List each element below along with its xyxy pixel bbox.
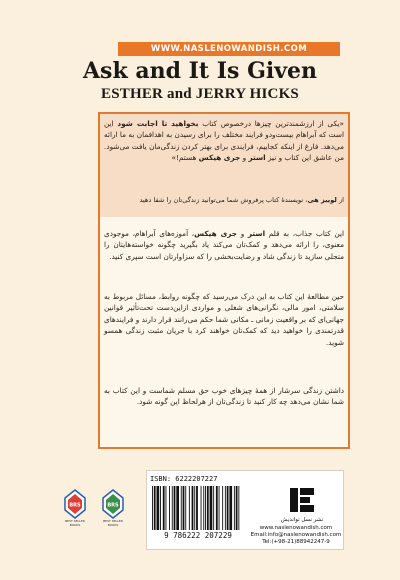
badge-caption: BEST SELLER BOOKS xyxy=(65,519,85,527)
book-authors: ESTHER and JERRY HICKS xyxy=(101,86,299,102)
publisher-logo-icon xyxy=(287,485,317,515)
publisher-email: Email:info@naslenowandish.com xyxy=(250,532,342,538)
blurb-paragraph-3: داشتن زندگی سرشار از همهٔ چیزهای خوب حق مسلم شماست و این کتاب به شما نشان می‌دهد چه کار کنید تا زندگی‌تان از هرلحاظ این گونه شود. xyxy=(104,386,344,407)
bestseller-badge-icon xyxy=(64,489,86,519)
barcode-number: 9 786222 207229 xyxy=(164,531,232,540)
svg-text:BRS: BRS xyxy=(107,502,119,509)
website-banner: WWW.NASLENOWANDISH.COM xyxy=(118,42,340,56)
quote-signature: از لوییز هی، نویسندهٔ کتاب پرفروش شما می‌توانید زندگی‌تان را شفا دهید xyxy=(139,196,344,204)
blurb-paragraph-2: حین مطالعهٔ این کتاب به این درک می‌رسید که چگونه روابط، مسائل مربوط به سلامتی، امور مالی، نگرانی‌های شغلی و مواردی ازاین‌دست تحت‌تأثیر قوانین جهانی‌ای که بر واقعیت زمانی ـ مکانی شما حکم می‌رانند قرار دارند و فرایندهای قدرتمندی را خواهید دید که کمک‌تان خواهند کرد با جریان مثبت زندگی همسو شوید. xyxy=(104,292,344,347)
bestseller-badge-icon xyxy=(102,489,124,519)
book-title: Ask and It Is Given xyxy=(82,58,318,84)
isbn-label: ISBN: 6222207227 xyxy=(150,475,218,483)
endorsement-quote: «یکی از ارزشمندترین چیزها درخصوص کتاب بخواهید تا اجابت شود این است که آبراهام بیست‌ودو فرایند مختلف را برای رسیدن به اهدافمان به ما ارائه می‌دهد. فارغ از اینکه کجاییم، فرایندی برای بهتر کردن زندگی‌مان یافت می‌شود. من عاشق این کتاب و نیز استر و جری هیکس هستم!» xyxy=(104,119,344,163)
barcode-icon xyxy=(150,486,244,530)
badge-caption: BEST SELLER BOOKS xyxy=(103,519,123,527)
publisher-name: نشر نسل نواندیش xyxy=(280,517,324,523)
blurb-paragraph-1: این کتاب جذاب، به قلم استر و جری هیکس، آموزه‌های آبراهام، موجودی معنوی، را ارائه می‌دهد و کمک‌تان می‌کند یاد بگیرید چگونه خواسته‌هایتان را متجلی سازید تا زندگی شاد و رضایت‌بخشی را که سزاوارتان است سپری کنید. xyxy=(104,229,345,261)
publisher-website: www.naslenowandish.com xyxy=(259,525,333,531)
svg-text:BRS: BRS xyxy=(69,502,81,509)
publisher-phone: Tel:(+98-21)88942247-9 xyxy=(262,539,330,545)
